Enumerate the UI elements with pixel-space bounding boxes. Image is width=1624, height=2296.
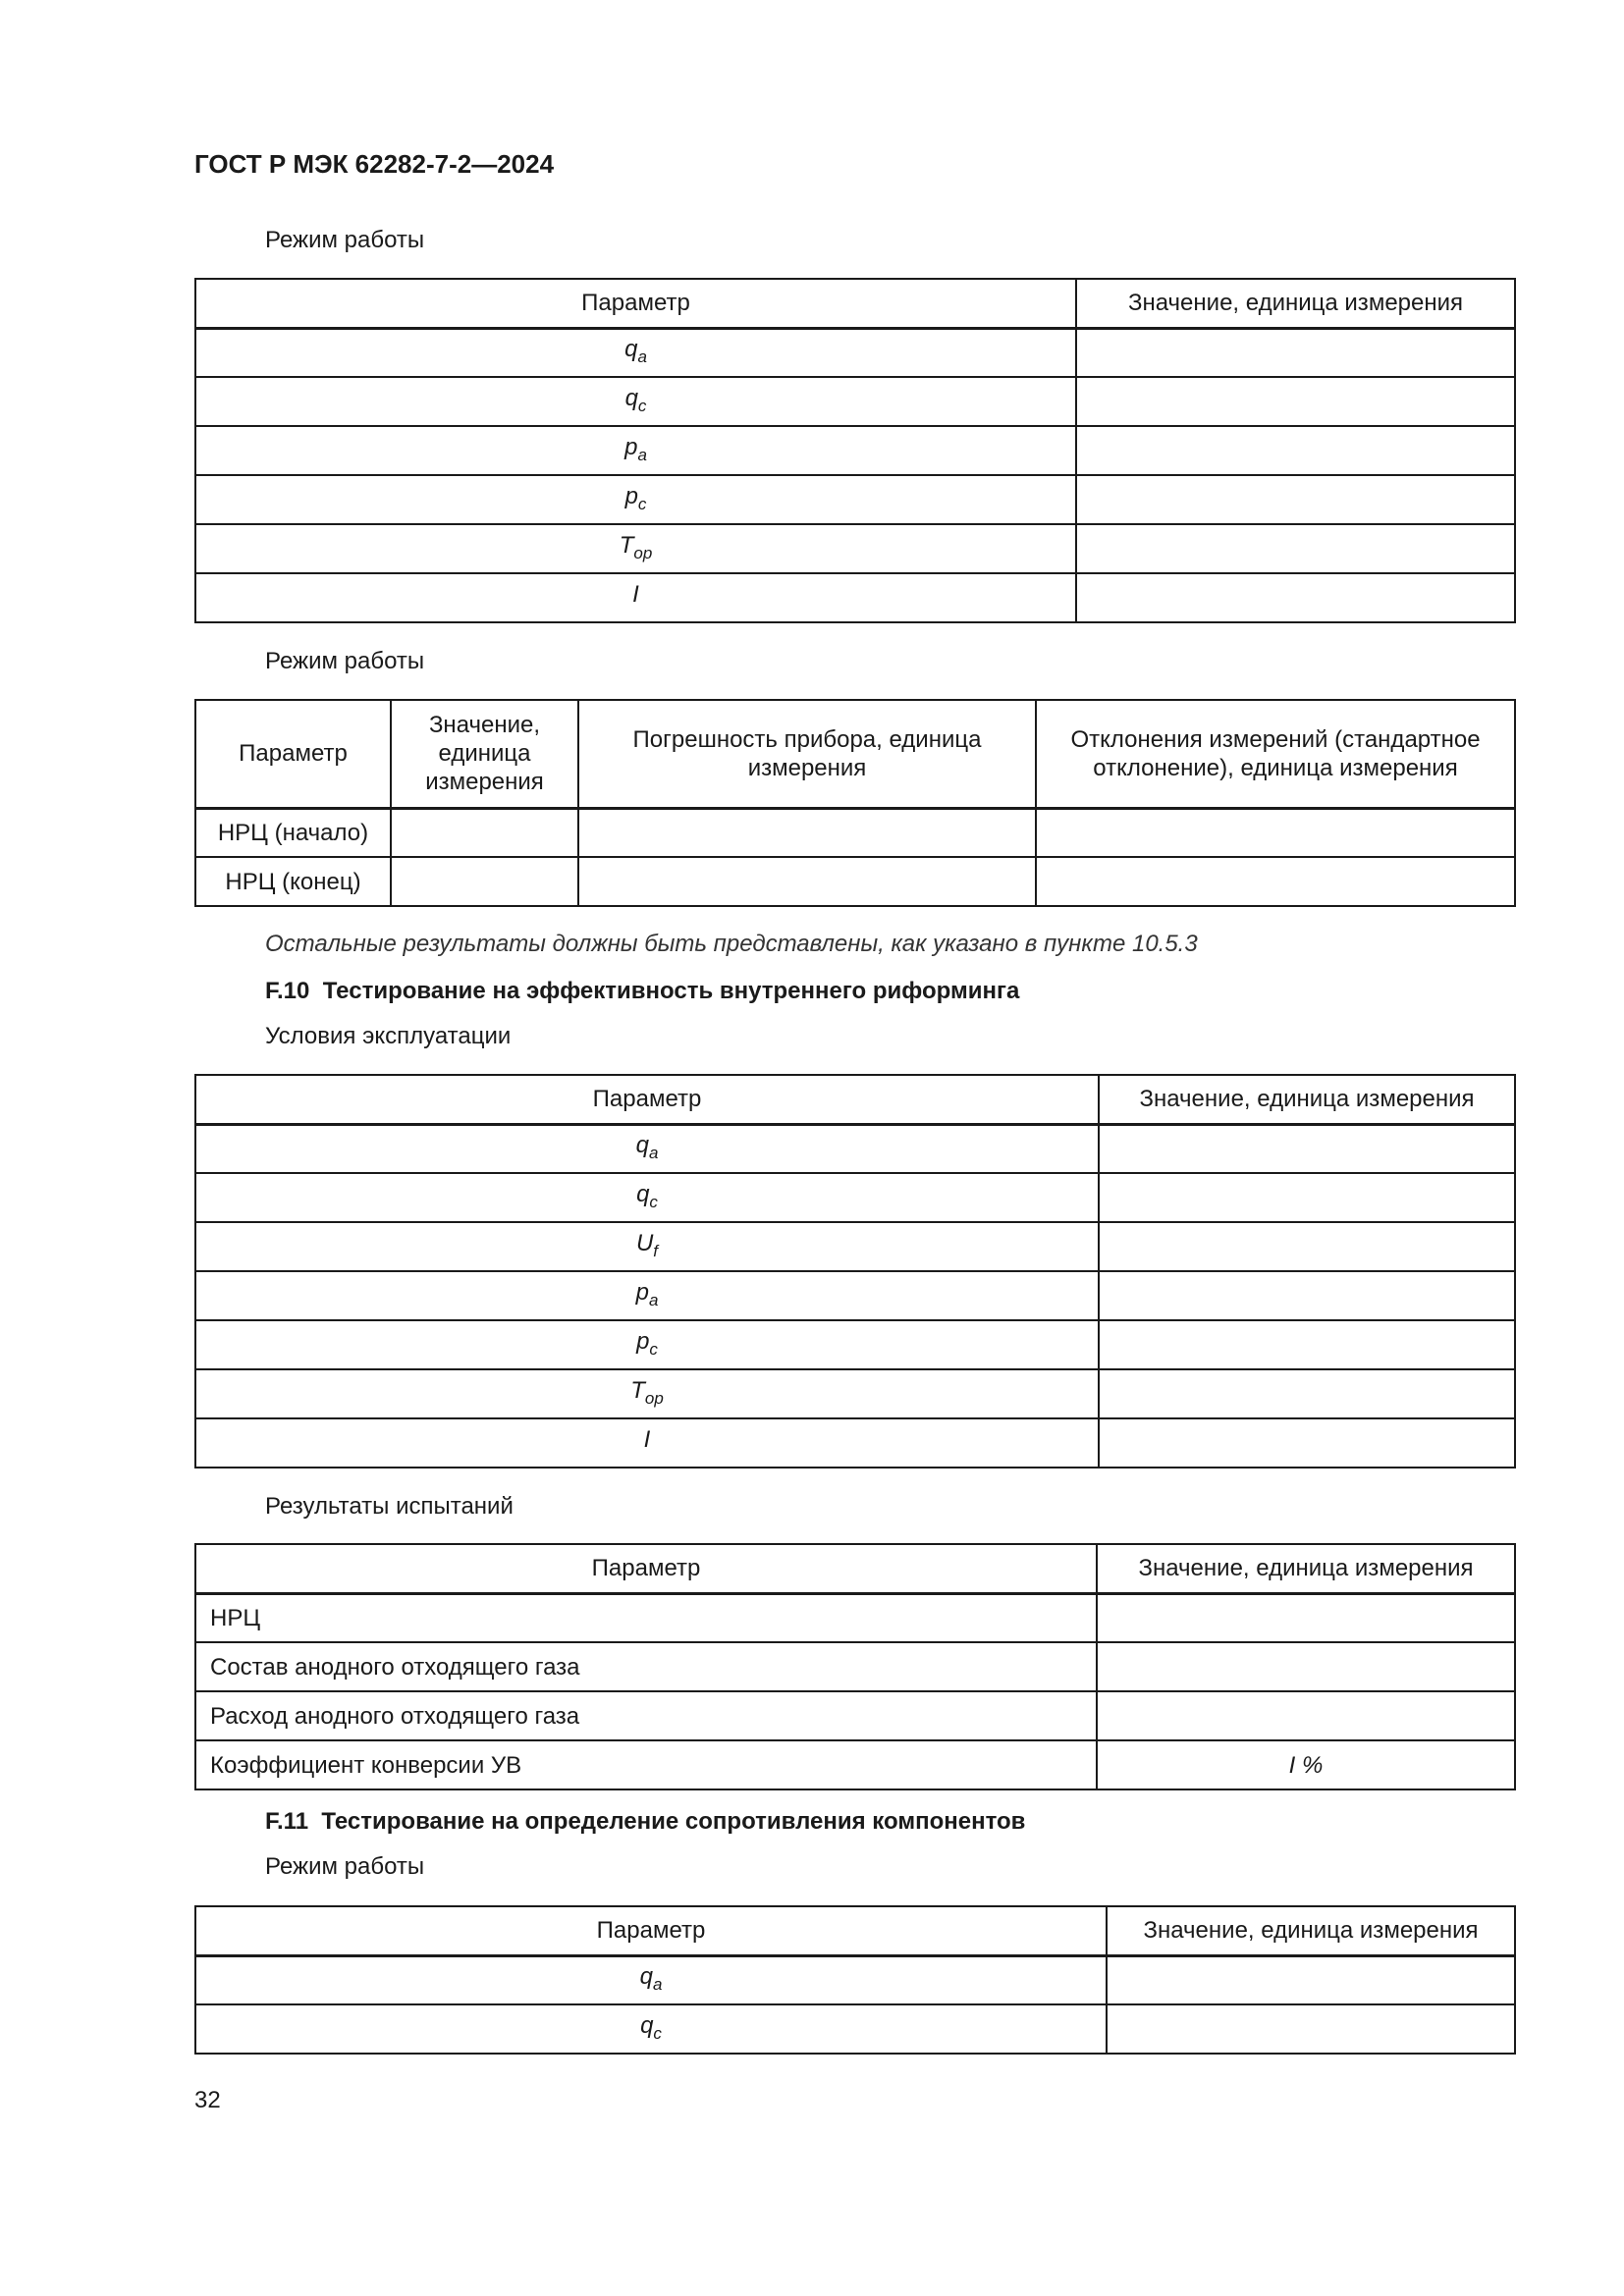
column-header: Значение, единица измерения (391, 700, 578, 808)
test-results-table (194, 1543, 1516, 1790)
column-header: Параметр (195, 279, 1076, 328)
table-row (195, 2004, 1515, 2054)
param-cell: $U_f$ (195, 1222, 1099, 1271)
table-row (195, 1369, 1515, 1418)
param-cell: $p_a$ (195, 426, 1076, 475)
column-header: Параметр (195, 1906, 1107, 1955)
column-header: Значение, единица измерения (1076, 279, 1515, 328)
value-cell (1099, 1369, 1515, 1418)
f11-label: Режим работы (265, 1853, 425, 1880)
param-cell: НРЦ (конец) (195, 857, 391, 906)
value-cell (1076, 573, 1515, 622)
column-header: Значение, единица измерения (1099, 1075, 1515, 1124)
section2-label: Режим работы (265, 648, 425, 674)
section1-label: Режим работы (265, 227, 425, 253)
value-cell (1107, 1955, 1515, 2004)
page-number: 32 (194, 2087, 221, 2113)
table-row (195, 1222, 1515, 1271)
column-header: Погрешность прибора, единица измерения (578, 700, 1036, 808)
table-row (195, 328, 1515, 377)
table-row (195, 1320, 1515, 1369)
column-header: Значение, единица измерения (1107, 1906, 1515, 1955)
table-row (195, 1955, 1515, 2004)
param-cell: Коэффициент конверсии УВ (195, 1740, 1097, 1789)
table-row (195, 1593, 1515, 1642)
value-cell (1099, 1124, 1515, 1173)
param-cell: $q_a$ (195, 328, 1076, 377)
table-row (195, 1418, 1515, 1468)
value-cell (1076, 328, 1515, 377)
table-row (195, 573, 1515, 622)
param-cell: Расход анодного отходящего газа (195, 1691, 1097, 1740)
table-row (195, 1173, 1515, 1222)
param-cell: $T_{op}$ (195, 1369, 1099, 1418)
column-header: Параметр (195, 1544, 1097, 1593)
value-cell (1099, 1271, 1515, 1320)
table-row (195, 1271, 1515, 1320)
param-cell: $p_a$ (195, 1271, 1099, 1320)
operating-conditions-table (194, 1074, 1516, 1468)
param-cell: I (195, 573, 1076, 622)
value-cell (1076, 524, 1515, 573)
section-heading-f10: F.10 Тестирование на эффективность внутреннего риформинга (265, 978, 1020, 1004)
param-cell: $q_c$ (195, 1173, 1099, 1222)
param-cell: I (195, 1418, 1099, 1468)
value-cell (1097, 1593, 1515, 1642)
value-cell (1099, 1222, 1515, 1271)
column-header: Параметр (195, 1075, 1099, 1124)
value-cell (1076, 377, 1515, 426)
param-cell: $q_c$ (195, 377, 1076, 426)
document-title: ГОСТ Р МЭК 62282-7-2—2024 (194, 149, 555, 179)
table-row (195, 1691, 1515, 1740)
table-row (195, 524, 1515, 573)
param-cell: НРЦ (195, 1593, 1097, 1642)
operating-mode-table-1 (194, 278, 1516, 623)
value-cell (1107, 2004, 1515, 2054)
param-cell: Состав анодного отходящего газа (195, 1642, 1097, 1691)
param-cell: $q_c$ (195, 2004, 1107, 2054)
column-header: Параметр (195, 700, 391, 808)
param-cell: $q_a$ (195, 1955, 1107, 2004)
section-heading-f11: F.11 Тестирование на определение сопротивления компонентов (265, 1808, 1026, 1835)
value-cell: I % (1097, 1740, 1515, 1789)
f10-label: Условия эксплуатации (265, 1023, 512, 1049)
param-cell: $T_{op}$ (195, 524, 1076, 573)
operating-mode-table-3 (194, 1905, 1516, 2055)
value-cell (1097, 1642, 1515, 1691)
table-row (195, 475, 1515, 524)
table-row (195, 857, 1515, 906)
param-cell: $q_a$ (195, 1124, 1099, 1173)
param-cell: НРЦ (начало) (195, 808, 391, 857)
table-row (195, 1124, 1515, 1173)
value-cell (1099, 1173, 1515, 1222)
param-cell: $p_c$ (195, 1320, 1099, 1369)
results-label: Результаты испытаний (265, 1493, 514, 1520)
table-row (195, 1642, 1515, 1691)
note-text: Остальные результаты должны быть представлены, как указано в пункте 10.5.3 (265, 931, 1198, 957)
param-cell: $p_c$ (195, 475, 1076, 524)
column-header: Отклонения измерений (стандартное отклонение), единица измерения (1036, 700, 1515, 808)
table-row (195, 1740, 1515, 1789)
table-row (195, 808, 1515, 857)
value-cell (1099, 1320, 1515, 1369)
value-cell (1076, 475, 1515, 524)
operating-mode-table-2 (194, 699, 1516, 907)
table-row (195, 377, 1515, 426)
table-row (195, 426, 1515, 475)
column-header: Значение, единица измерения (1097, 1544, 1515, 1593)
value-cell (1097, 1691, 1515, 1740)
value-cell (1099, 1418, 1515, 1468)
value-cell (1076, 426, 1515, 475)
